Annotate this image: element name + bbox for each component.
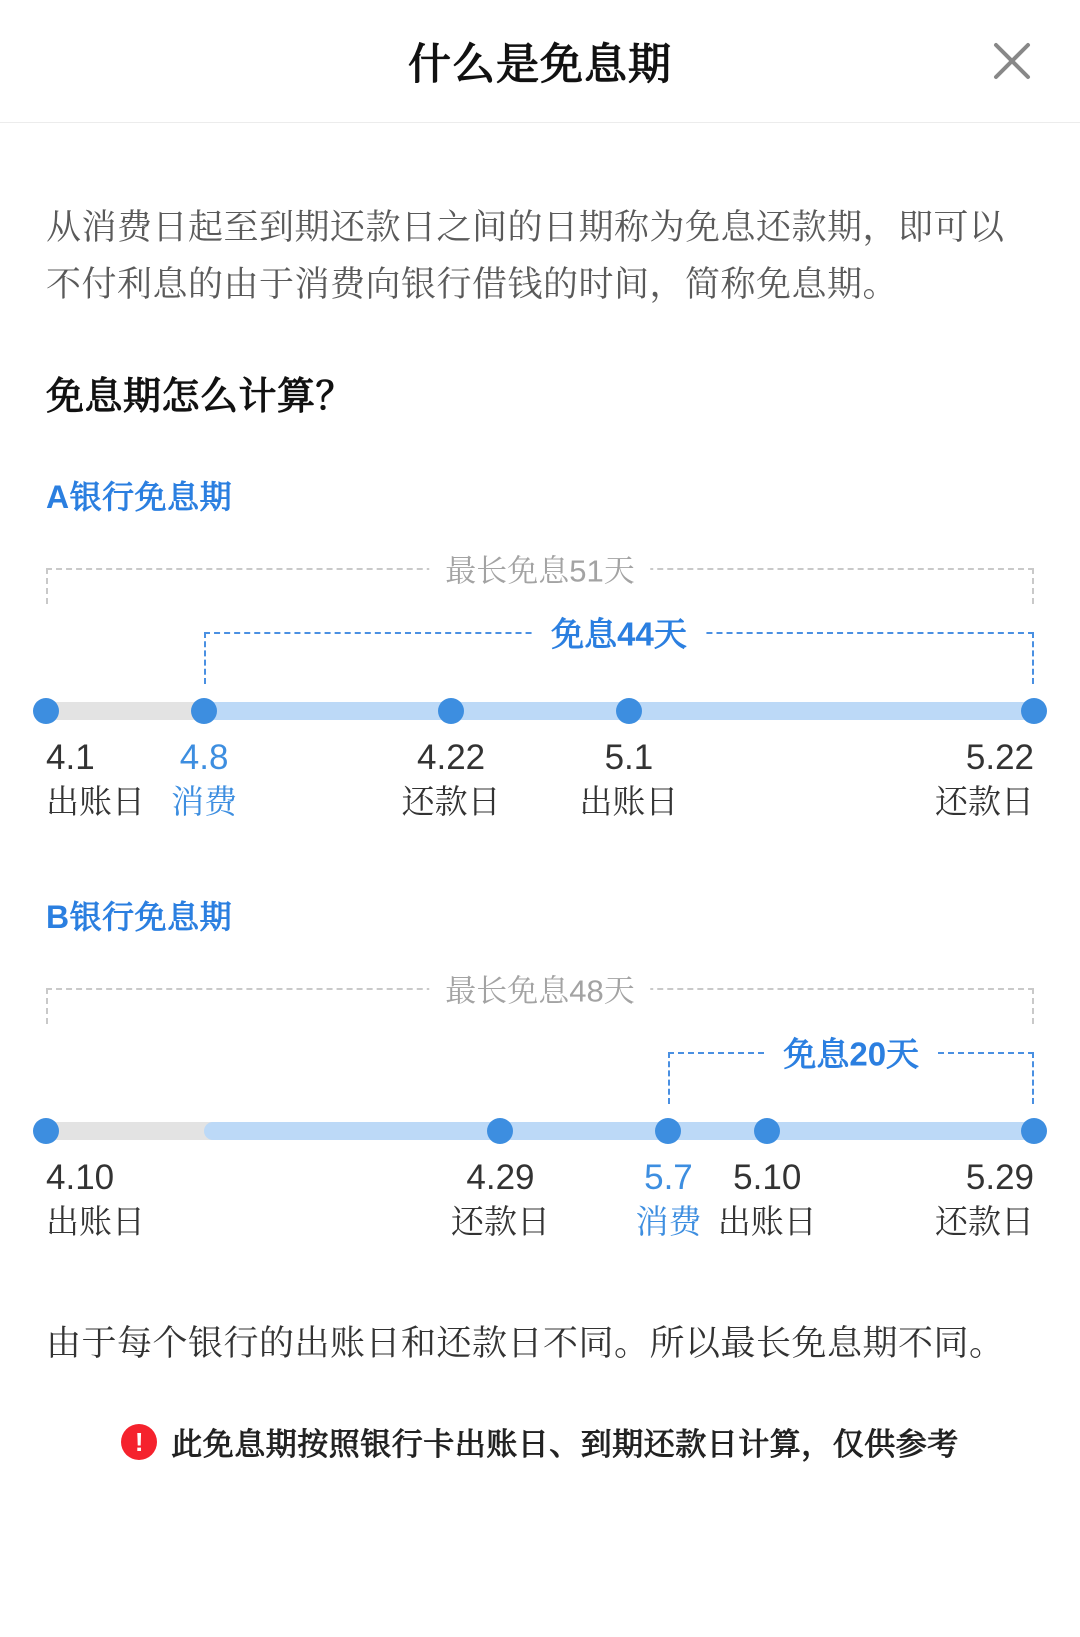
timeline-dot — [33, 1118, 59, 1144]
dialog-header — [0, 0, 1080, 123]
timeline-tick-date: 4.8 — [179, 738, 229, 778]
timeline-tick-date: 5.7 — [644, 1158, 693, 1198]
notice-bar — [46, 1419, 1034, 1504]
bank-a-title: A银行免息期 — [46, 479, 233, 516]
dialog-body — [0, 123, 1080, 1504]
max-interest-free-label: 最长免息51天 — [429, 546, 650, 591]
timeline-tick — [935, 1156, 1034, 1243]
bank-b-timeline-chart — [46, 970, 1034, 1260]
interest-free-label: 免息20天 — [767, 1029, 935, 1076]
timeline-tick — [171, 736, 237, 823]
timeline-track — [46, 1122, 1034, 1140]
timeline-tick — [402, 736, 501, 823]
timeline-tick-date: 5.22 — [965, 738, 1034, 778]
timeline-dot — [191, 698, 217, 724]
intro-paragraph: 从消费日起至到期还款日之间的日期称为免息还款期，即可以不付利息的由于消费向银行借钱的时间，简称免息期。 — [46, 208, 1005, 304]
timeline-labels — [46, 736, 1034, 836]
timeline-tick-date: 4.29 — [466, 1158, 535, 1198]
timeline-tick-kind: 还款日 — [935, 783, 1034, 821]
timeline-tick — [579, 736, 678, 823]
timeline-tick-kind: 出账日 — [46, 1203, 145, 1241]
max-interest-free-label: 最长免息48天 — [429, 966, 650, 1011]
timeline-tick — [451, 1156, 550, 1243]
timeline-dot — [754, 1118, 780, 1144]
close-icon[interactable] — [984, 33, 1040, 89]
timeline-tick-kind: 还款日 — [935, 1203, 1034, 1241]
bank-b-title: B银行免息期 — [46, 899, 233, 936]
timeline-dot — [1021, 1118, 1047, 1144]
timeline-tick-kind: 还款日 — [450, 1203, 550, 1241]
timeline-tick — [718, 1156, 817, 1243]
timeline-tick-kind: 消费 — [171, 783, 238, 821]
max-interest-free-bracket — [46, 553, 1034, 604]
timeline-dot — [655, 1118, 681, 1144]
interest-free-bracket — [668, 1035, 1034, 1104]
timeline-tick — [635, 1156, 701, 1243]
interest-free-label: 免息44天 — [535, 609, 703, 656]
timeline-dot — [616, 698, 642, 724]
interest-free-bracket — [204, 615, 1034, 684]
timeline-tick — [46, 736, 145, 823]
timeline-track-fill — [204, 1122, 1034, 1140]
outro-paragraph: 由于每个银行的出账日和还款日不同。所以最长免息期不同。 — [46, 1324, 1005, 1364]
timeline-tick-date: 5.1 — [604, 738, 654, 778]
bank-a-timeline-chart — [46, 550, 1034, 840]
notice-text: 此免息期按照银行卡出账日、到期还款日计算，仅供参考 — [171, 1427, 959, 1463]
timeline-tick — [935, 736, 1034, 823]
timeline-tick — [46, 1156, 145, 1243]
timeline-tick-kind: 出账日 — [46, 783, 145, 821]
timeline-tick-date: 4.1 — [46, 738, 95, 778]
timeline-tick-kind: 还款日 — [401, 783, 501, 821]
timeline-tick-kind: 消费 — [635, 1203, 702, 1241]
timeline-tick-date: 4.10 — [46, 1158, 115, 1198]
timeline-tick-date: 5.10 — [733, 1158, 802, 1198]
timeline-tick-date: 4.22 — [417, 738, 486, 778]
timeline-dot — [33, 698, 59, 724]
timeline-tick-kind: 出账日 — [579, 783, 679, 821]
section-title: 免息期怎么计算？ — [46, 376, 355, 419]
timeline-tick-kind: 出账日 — [717, 1203, 817, 1241]
warning-icon: ! — [121, 1424, 157, 1460]
timeline-tick-date: 5.29 — [965, 1158, 1034, 1198]
timeline-dot — [438, 698, 464, 724]
max-interest-free-bracket — [46, 973, 1034, 1024]
timeline-dot — [1021, 698, 1047, 724]
page-title: 什么是免息期 — [408, 40, 672, 89]
timeline-dot — [487, 1118, 513, 1144]
timeline-track — [46, 702, 1034, 720]
timeline-labels — [46, 1156, 1034, 1256]
